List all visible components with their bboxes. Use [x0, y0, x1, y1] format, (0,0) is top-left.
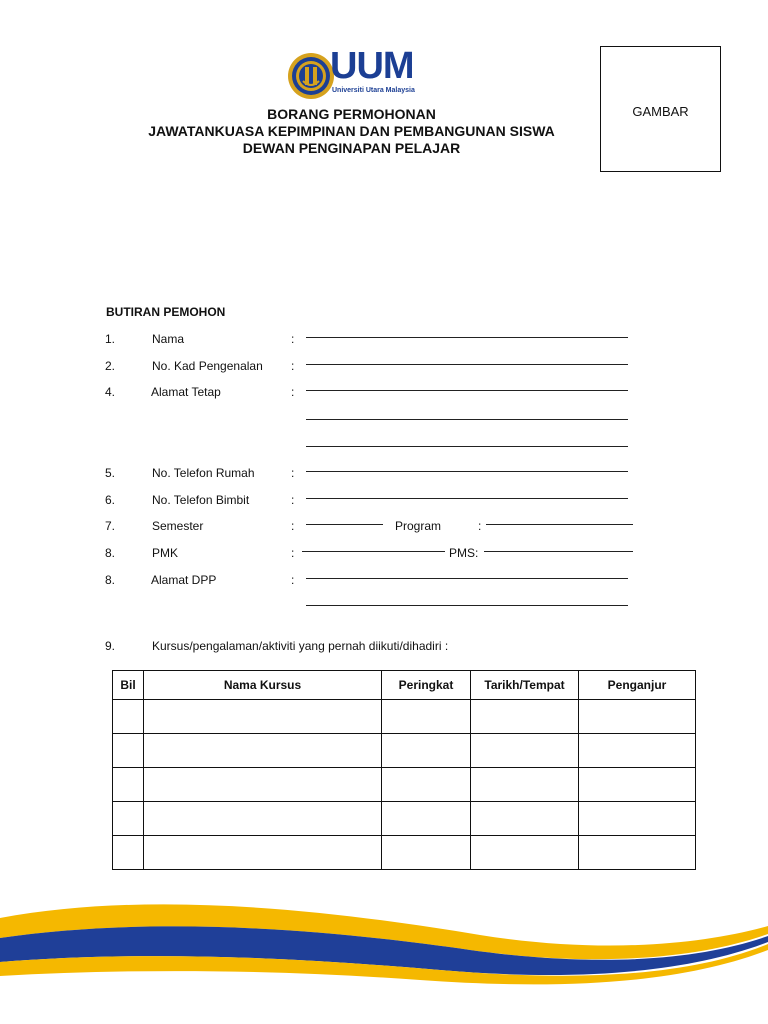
- table-cell[interactable]: [144, 700, 382, 734]
- table-cell[interactable]: [579, 836, 696, 870]
- section-heading: BUTIRAN PEMOHON: [106, 305, 226, 319]
- table-cell[interactable]: [471, 768, 579, 802]
- table-cell[interactable]: [144, 836, 382, 870]
- table-cell[interactable]: [144, 802, 382, 836]
- field-number: 8.: [105, 546, 116, 560]
- field-row-alamat-tetap-2: [0, 414, 768, 430]
- field-label: No. Telefon Rumah: [152, 466, 255, 480]
- table-cell[interactable]: [382, 836, 471, 870]
- field-colon: :: [291, 493, 295, 507]
- field-colon: :: [478, 519, 482, 533]
- col-header-peringkat: Peringkat: [382, 671, 471, 700]
- table-row: [113, 734, 696, 768]
- field-label: Semester: [152, 519, 204, 533]
- field-colon: :: [291, 385, 295, 399]
- table-row: [113, 700, 696, 734]
- program-input-line[interactable]: [486, 524, 633, 525]
- table-cell[interactable]: [579, 700, 696, 734]
- table-cell[interactable]: [579, 734, 696, 768]
- alamat-dpp-input-line-1[interactable]: [306, 578, 628, 579]
- field-colon: :: [291, 466, 295, 480]
- field-label: No. Telefon Bimbit: [152, 493, 250, 507]
- field-number: 1.: [105, 332, 116, 346]
- logo-subtitle: Universiti Utara Malaysia: [332, 87, 415, 94]
- question-text: Kursus/pengalaman/aktiviti yang pernah diikuti/dihadiri :: [152, 639, 449, 653]
- field-label: PMK: [152, 546, 179, 560]
- tel-bimbit-input-line[interactable]: [306, 498, 628, 499]
- table-cell[interactable]: [113, 734, 144, 768]
- table-cell[interactable]: [579, 768, 696, 802]
- field-label: Nama: [152, 332, 185, 346]
- alamat-tetap-input-line-2[interactable]: [306, 419, 628, 420]
- table-cell[interactable]: [144, 768, 382, 802]
- ic-input-line[interactable]: [306, 364, 628, 365]
- field-number: 8.: [105, 573, 116, 587]
- table-cell[interactable]: [113, 836, 144, 870]
- pmk-input-line[interactable]: [302, 551, 445, 552]
- table-row: [113, 768, 696, 802]
- pms-input-line[interactable]: [484, 551, 633, 552]
- field-colon: :: [291, 573, 295, 587]
- field-number: 4.: [105, 385, 116, 399]
- table-cell[interactable]: [471, 700, 579, 734]
- field-row-pmk: [0, 546, 768, 562]
- uum-seal-icon: [286, 51, 336, 101]
- hall-title: DEWAN PENGINAPAN PELAJAR: [242, 140, 461, 156]
- field-number: 5.: [105, 466, 116, 480]
- pms-label: PMS:: [449, 546, 479, 560]
- col-header-penganjur: Penganjur: [579, 671, 696, 700]
- field-row-alamat-tetap-3: [0, 441, 768, 457]
- table-cell[interactable]: [471, 734, 579, 768]
- field-row-semester: [0, 519, 768, 535]
- tel-rumah-input-line[interactable]: [306, 471, 628, 472]
- uum-logo: [286, 45, 426, 103]
- alamat-tetap-input-line-1[interactable]: [306, 390, 628, 391]
- photo-box: [600, 46, 721, 172]
- alamat-dpp-input-line-2[interactable]: [306, 605, 628, 606]
- field-row-alamat-dpp: [0, 573, 768, 589]
- logo-wordmark: UUM: [330, 45, 414, 87]
- field-row-tel-bimbit: [0, 493, 768, 509]
- photo-label: GAMBAR: [632, 104, 689, 119]
- field-number: 6.: [105, 493, 116, 507]
- committee-title: JAWATANKUASA KEPIMPINAN DAN PEMBANGUNAN SISWA: [148, 123, 555, 139]
- semester-input-line[interactable]: [306, 524, 383, 525]
- form-title: BORANG PERMOHONAN: [267, 106, 436, 122]
- table-cell[interactable]: [382, 734, 471, 768]
- table-row: [113, 802, 696, 836]
- field-number: 2.: [105, 359, 116, 373]
- table-cell[interactable]: [471, 836, 579, 870]
- courses-table: [112, 670, 696, 870]
- table-cell[interactable]: [113, 802, 144, 836]
- table-cell[interactable]: [144, 734, 382, 768]
- table-header-row: [113, 671, 696, 700]
- nama-input-line[interactable]: [306, 337, 628, 338]
- field-row-ic: [0, 359, 768, 375]
- field-row-nama: [0, 332, 768, 348]
- field-colon: :: [291, 546, 295, 560]
- field-row-tel-rumah: [0, 466, 768, 482]
- field-label: Alamat Tetap: [151, 385, 221, 399]
- col-header-nama-kursus: Nama Kursus: [144, 671, 382, 700]
- table-row: [113, 836, 696, 870]
- table-cell[interactable]: [382, 700, 471, 734]
- field-label: Alamat DPP: [151, 573, 217, 587]
- field-label: No. Kad Pengenalan: [152, 359, 263, 373]
- alamat-tetap-input-line-3[interactable]: [306, 446, 628, 447]
- program-label: Program: [395, 519, 442, 533]
- table-cell[interactable]: [382, 802, 471, 836]
- field-colon: :: [291, 332, 295, 346]
- col-header-bil: Bil: [113, 671, 144, 700]
- table-cell[interactable]: [579, 802, 696, 836]
- footer-swoosh-icon: [0, 880, 768, 990]
- table-cell[interactable]: [382, 768, 471, 802]
- field-colon: :: [291, 359, 295, 373]
- field-row-alamat-dpp-2: [0, 600, 768, 616]
- table-cell[interactable]: [471, 802, 579, 836]
- question-number: 9.: [105, 639, 116, 653]
- table-cell[interactable]: [113, 768, 144, 802]
- col-header-tarikh-tempat: Tarikh/Tempat: [471, 671, 579, 700]
- field-colon: :: [291, 519, 295, 533]
- table-cell[interactable]: [113, 700, 144, 734]
- field-number: 7.: [105, 519, 116, 533]
- field-row-alamat-tetap: [0, 385, 768, 401]
